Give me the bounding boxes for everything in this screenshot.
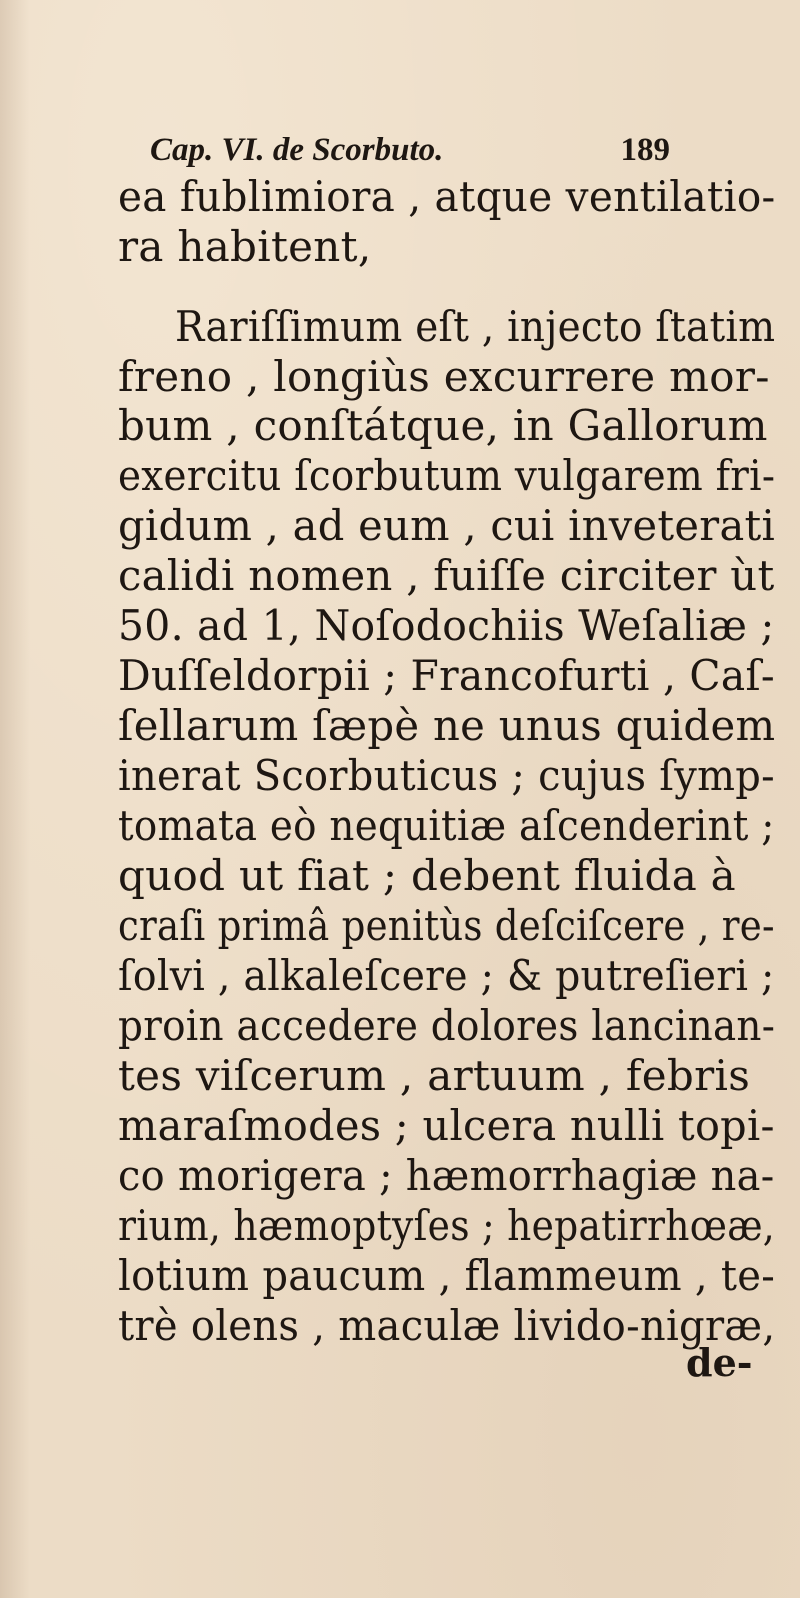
text-line: bum , conſtátque, in Gallorum xyxy=(118,401,768,450)
text-line: ea fublimiora , atque ventilatio- xyxy=(118,172,776,221)
text-line: trè olens , maculæ livido-nigræ, xyxy=(118,1301,776,1350)
text-line: ra habitent, xyxy=(118,222,372,271)
text-line: calidi nomen , fuiſſe circiter ùt xyxy=(118,551,775,600)
text-line: craſi primâ penitùs deſciſcere , re- xyxy=(118,901,775,950)
text-line: quod ut fiat ; debent fluida à xyxy=(118,851,737,900)
text-line: Rariſſimum eſt , injecto ſtatim xyxy=(175,302,776,351)
page-edge-shadow xyxy=(0,0,30,1598)
running-head: Cap. VI. de Scorbuto. xyxy=(150,132,444,168)
text-line: rium, hæmoptyſes ; hepatirrhœæ, xyxy=(118,1201,776,1250)
text-line: lotium paucum , flammeum , te- xyxy=(118,1251,776,1300)
page-header xyxy=(150,132,710,172)
text-line: co morigera ; hæmorrhagiæ na- xyxy=(118,1151,775,1200)
text-line: tes viſcerum , artuum , febris xyxy=(118,1051,751,1100)
page-number: 189 xyxy=(620,132,670,168)
text-line: 50. ad 1, Noſodochiis Weſaliæ ; xyxy=(118,601,775,650)
text-line: Duſſeldorpii ; Francofurti , Caſ- xyxy=(118,651,775,700)
text-line: inerat Scorbuticus ; cujus ſymp- xyxy=(118,751,775,800)
text-line: ſolvi , alkaleſcere ; & putreſieri ; xyxy=(118,951,775,1000)
text-line: exercitu ſcorbutum vulgarem fri- xyxy=(118,451,776,500)
text-line: tomata eò nequitiæ aſcenderint ; xyxy=(118,801,775,850)
text-line: gidum , ad eum , cui inveterati xyxy=(118,501,776,550)
text-line: proin accedere dolores lancinan- xyxy=(118,1001,776,1050)
text-line: freno , longiùs excurrere mor- xyxy=(118,352,770,401)
catchword: de- xyxy=(686,1340,753,1385)
text-line: ſellarum ſæpè ne unus quidem xyxy=(118,701,776,750)
text-line: maraſmodes ; ulcera nulli topi- xyxy=(118,1101,775,1150)
